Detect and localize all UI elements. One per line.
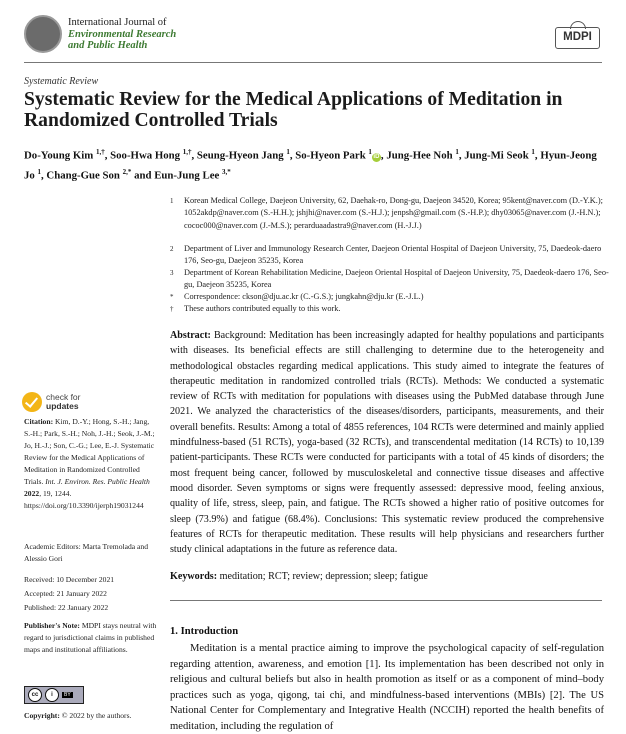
attribution-icon: i: [45, 688, 59, 702]
journal-name: [68, 17, 176, 52]
abstract-text: Background: Meditation has been increasingly adapted for healthy populations and participants with diseases. Its beneficial effects are still challenging to determine due to the heterogeneity and methodological obstacles regarding medical applications. This study aimed to integrate the features of therapeutic meditation in randomized controlled trials (RCTs). Methods: We conducted a systematic review of RCTs with meditation for populations with diseases using the PubMed database through June 2021. We analyzed the characteristics of the diseases/disorders, participants, measurements, and their overall benefits. Results: Among a total of 4855 references, 104 RCTs were determined and mainly applied mindfulness-based (51 RCTs), yoga-based (32 RCTs), and transcendental meditation (14 RCTs) to 10,139 patient-participants. These RCTs were conducted for participants with a total of 45 kinds of disorders; the most frequent being cancer, followed by musculoskeletal and connective tissue diseases and affective mood disorder. Seven symptoms or signs were frequently assessed: depressive mood, feeling anxious, quality of life, stress, sleep, pain, and fatigue. The RCTs showed a higher ratio of positive outcomes for sleep (73.9%) and fatigue (68.4%). Conclusions: This systematic review produced the comprehensive features of RCTs for therapeutic meditation. These results will help physicians and researchers further study clinical adaptations in the future as reference data.: [170, 330, 604, 556]
citation-label: Citation:: [24, 417, 54, 426]
citation: [24, 416, 158, 512]
author-affil-sup: 2,*: [122, 167, 132, 176]
publishers-note-text: MDPI stays neutral with regard to jurisdictional claims in published maps and institutional affiliations.: [24, 621, 157, 654]
cc-license-badge[interactable]: [24, 686, 84, 704]
section-divider: [170, 600, 602, 601]
publisher-logo: MDPI: [555, 27, 600, 49]
citation-rest[interactable]: , 19, 1244. https://doi.org/10.3390/ijerph19031244: [24, 489, 144, 510]
author-affil-sup: 1: [286, 148, 290, 156]
author-name[interactable]: Jung-Hee Noh: [386, 149, 453, 162]
affiliation-text: Department of Liver and Immunology Research Center, Daejeon Oriental Hospital of Daejeon University, 75, Daedeok-daero 176, Seo-gu, Daejeon 35235, Korea: [184, 244, 602, 266]
check-for-updates[interactable]: [46, 393, 81, 411]
author-name[interactable]: So-Hyeon Park: [295, 149, 366, 162]
received-date: Received: 10 December 2021: [24, 575, 115, 584]
equal-contribution-note: [170, 303, 610, 315]
affiliation-number: †: [170, 305, 174, 313]
author-affil-sup: 1: [455, 148, 459, 156]
author-name[interactable]: Chang-Gue Son: [46, 169, 120, 182]
copyright: [24, 710, 158, 722]
affiliation-number: 3: [170, 269, 174, 277]
affiliation-number: 2: [170, 245, 174, 253]
author-name[interactable]: Soo-Hwa Hong: [110, 149, 181, 162]
introduction-text: Meditation is a mental practice aiming to improve the psychological capacity of self-regulation regarding attention, awareness, and emotion [1]. Its implementation has been described not only in religious and cultural beliefs but also in health promotion as itself or as a component of mind–body practices such as yoga, qigong, tai chi, and mindfulness-based interventions (MBIs) [2]. The US National Center for Complementary and Integrative Health (NCCIH) reported the health benefits of meditation, including the regulation of: [170, 643, 604, 732]
author-list: Do-Young Kim $^{1,\dagger}$, Soo-Hwa Hong $^{1,\dagger}$, Seung-Hyeon Jang $^1$, So-Hyeon Park $^1$iD , Jung-Hee Noh $^1$, Jung-Mi Seok $^1$, Hyun-Jeong Jo $^1$, Chang-Gue Son $^{2,*}$ and Eun-Jung Lee $^{3,*}$: [24, 148, 597, 182]
check-for-updates-line2: updates: [46, 401, 79, 411]
keywords-label: Keywords:: [170, 571, 218, 582]
author-name[interactable]: Jung-Mi Seok: [464, 149, 529, 162]
citation-text: Kim, D.-Y.; Hong, S.-H.; Jang, S.-H.; Park, S.-H.; Noh, J.-H.; Seok, J.-M.; Jo, H.-J.; Son, C.-G.; Lee, E.-J. Systematic Review for the Medical Applications of Meditation in Randomized Controlled Trials.: [24, 417, 155, 486]
author-name[interactable]: Seung-Hyeon Jang: [196, 149, 284, 162]
author-name[interactable]: Hyun-Jeong Jo: [24, 149, 597, 182]
affiliation-1: [170, 195, 610, 232]
correspondence: [170, 291, 610, 303]
author-affil-sup: 3,*: [222, 167, 231, 176]
keywords-text: meditation; RCT; review; depression; sleep; fatigue: [219, 571, 428, 582]
affiliation-text: Correspondence: ckson@dju.ac.kr (C.-G.S.); jungkahn@dju.kr (E.-J.L.): [184, 292, 424, 301]
author-affil-sup: 1: [368, 148, 372, 156]
journal-name-line2: Environmental Research: [68, 28, 177, 40]
published-date: Published: 22 January 2022: [24, 603, 109, 612]
journal-name-line1: International Journal of: [68, 17, 167, 28]
author-affil-sup: 1: [37, 167, 41, 176]
keywords: [170, 571, 604, 582]
section-heading: 1. Introduction: [170, 626, 239, 637]
article-title: Systematic Review for the Medical Applications of Meditation in Randomized Controlled Trials: [24, 89, 563, 131]
copyright-label: Copyright:: [24, 711, 60, 720]
author-name[interactable]: Do-Young Kim: [24, 149, 94, 162]
author-affil-sup: 1,†: [182, 148, 192, 156]
abstract-label: Abstract:: [170, 330, 211, 341]
orcid-icon[interactable]: iD: [373, 153, 380, 160]
publishers-note-label: Publisher's Note:: [24, 621, 80, 630]
journal-logo-icon: [24, 15, 62, 53]
abstract: [170, 328, 604, 557]
journal-name-line3: and Public Health: [68, 40, 148, 51]
cc-by-label: BY: [64, 692, 71, 698]
publishers-note: [24, 620, 158, 656]
affiliation-2: [170, 243, 610, 268]
author-affil-sup: 1: [531, 148, 535, 156]
cc-icon: cc: [28, 688, 42, 702]
author-name[interactable]: Eun-Jung Lee: [154, 169, 220, 182]
affiliation-3: [170, 267, 610, 292]
academic-editors: Academic Editors: Marta Tremolada and Alessio Gori: [24, 542, 148, 563]
citation-journal: Int. J. Environ. Res. Public Health: [45, 477, 150, 486]
citation-year: 2022: [24, 489, 40, 498]
check-for-updates-line1: check for: [46, 392, 81, 402]
affiliation-number: 1: [170, 197, 174, 205]
accepted-date: Accepted: 21 January 2022: [24, 589, 107, 598]
affiliation-number: *: [170, 293, 174, 301]
affiliation-text: Department of Korean Rehabilitation Medicine, Daejeon Oriental Hospital of Daejeon University, 75, Daedeok-daero 176, Seo-gu, Daejeon 35235, Korea: [184, 268, 609, 290]
author-affil-sup: 1,†: [96, 148, 105, 156]
article-type: Systematic Review: [24, 76, 99, 87]
header-divider: [24, 62, 602, 63]
affiliation-text: Korean Medical College, Daejeon University, 62, Daehak-ro, Dong-gu, Daejeon 34520, Korea; 95kent@naver.com (D.-Y.K.); 1052akdp@naver.com (S.-H.H.); jshjhi@naver.com (S.-H.J.); jenpsh@gmail.com (S.-H.P.); dhy03065@naver.com (J.-H.N.); cococ000@naver.com (J.-M.S.); perarduaadastra9@naver.com (H.-J.J.): [184, 196, 603, 230]
check-for-updates-icon[interactable]: [22, 392, 42, 412]
affiliation-text: These authors contributed equally to this work.: [184, 304, 341, 313]
copyright-text: © 2022 by the authors.: [61, 711, 132, 720]
